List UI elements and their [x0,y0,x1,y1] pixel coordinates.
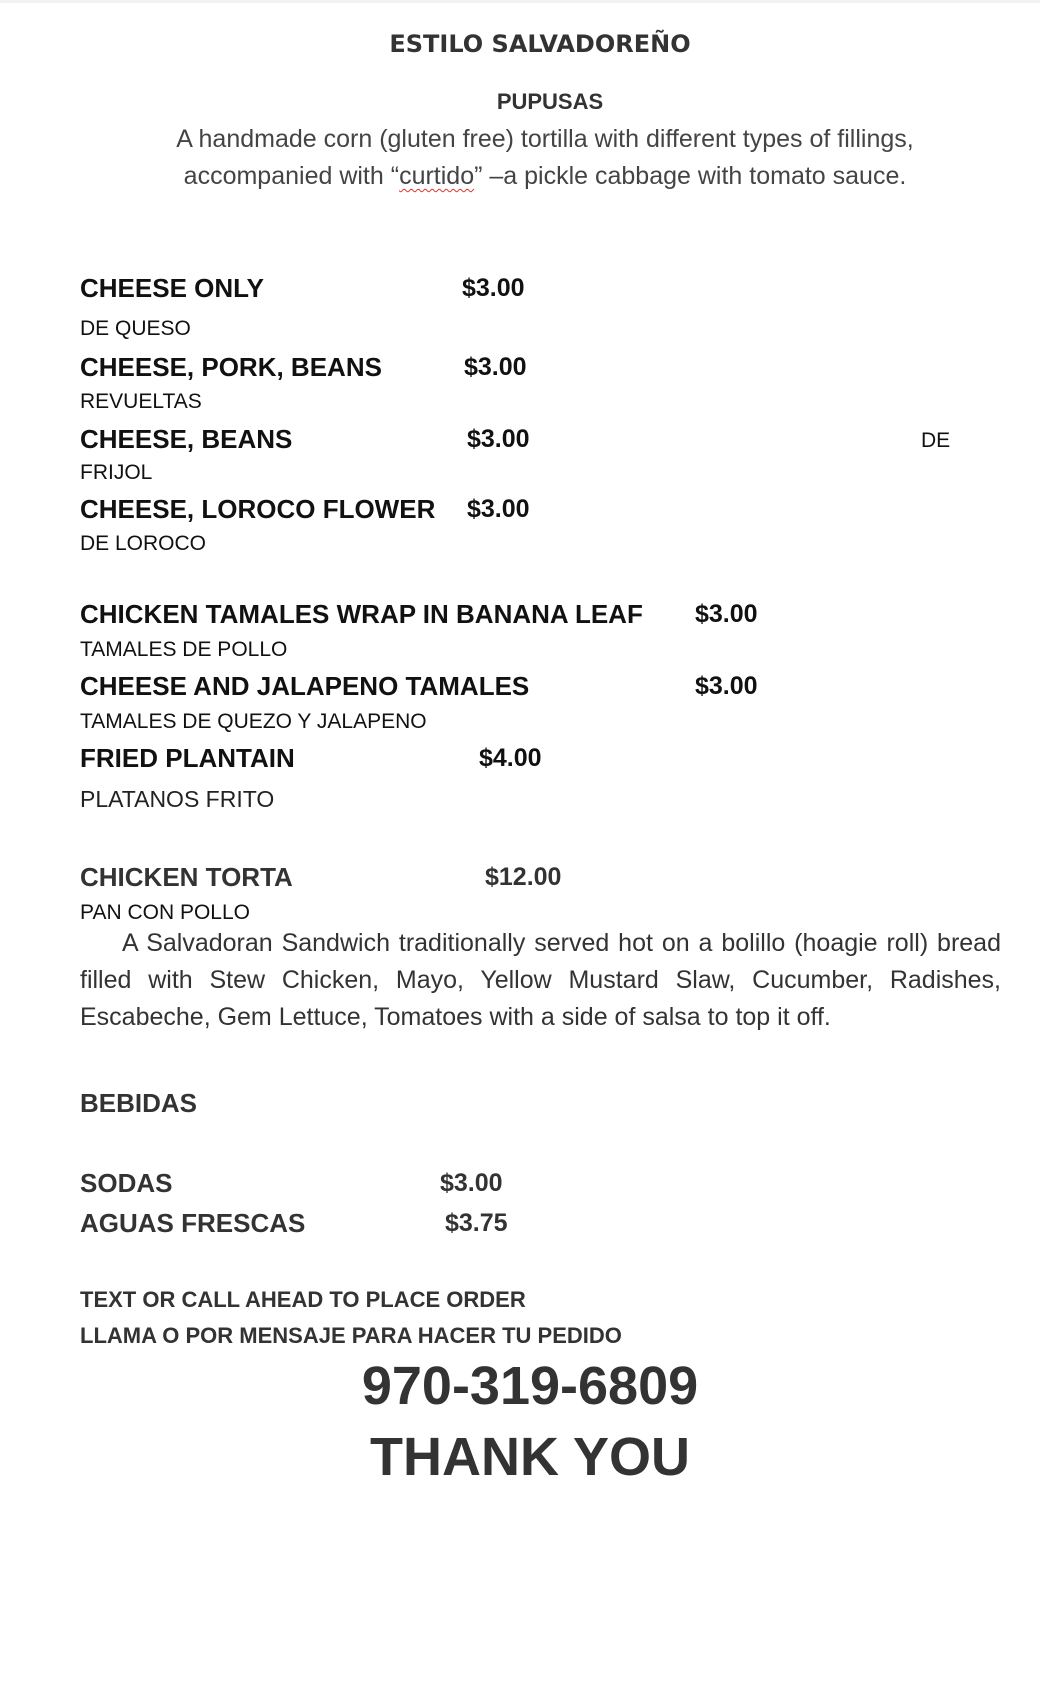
menu-item-spanish: TAMALES DE QUEZO Y JALAPENO [80,710,427,733]
order-instructions-spanish: LLAMA O POR MENSAJE PARA HACER TU PEDIDO [80,1323,622,1348]
menu-item-price: $3.00 [464,353,527,381]
menu-item-name: CHICKEN TORTA [80,862,293,892]
menu-item-price: $3.00 [467,425,530,453]
intro-text: ” –a pickle cabbage with tomato sauce. [474,162,907,190]
menu-item-spanish: PLATANOS FRITO [80,786,275,812]
menu-item-price: $3.00 [695,672,758,700]
order-instructions-english: TEXT OR CALL AHEAD TO PLACE ORDER [80,1287,526,1312]
spellcheck-flagged-word: curtido [399,162,475,190]
section-heading-pupusas: PUPUSAS [496,89,604,114]
page-top-edge [0,0,1040,3]
menu-item-spanish: REVUELTAS [80,390,202,413]
menu-item-spanish: TAMALES DE POLLO [80,638,288,661]
drink-name: SODAS [80,1168,173,1198]
intro-text: accompanied with “ [183,162,400,190]
menu-item-spanish: DE LOROCO [80,532,207,555]
menu-item-name: FRIED PLANTAIN [80,743,295,773]
menu-item-name: CHEESE, PORK, BEANS [80,352,382,382]
phone-number: 970-319-6809 [361,1356,699,1416]
menu-item-price: $4.00 [479,744,542,772]
thank-you-message: THANK YOU [369,1427,691,1487]
menu-item-spanish-wrapped: DE [921,429,951,452]
torta-description: A Salvadoran Sandwich traditionally served hot on a bolillo (hoagie roll) bread filled with Stew Chicken, Mayo, Yellow Mustard Slaw, Cucumber, Radishes, Escabeche, Gem Lettuce, Tomatoes with a side of salsa to top it off. [80,929,1001,1031]
menu-item-name: CHICKEN TAMALES WRAP IN BANANA LEAF [80,599,643,629]
menu-item-name: CHEESE, LOROCO FLOWER [80,494,436,524]
menu-item-name: CHEESE, BEANS [80,424,293,454]
menu-item-name: CHEESE ONLY [80,273,264,303]
drink-name: AGUAS FRESCAS [80,1208,306,1238]
menu-item-name: CHEESE AND JALAPENO TAMALES [80,671,530,701]
menu-item-price: $3.00 [695,600,758,628]
menu-item-spanish: DE QUESO [80,317,191,340]
drink-price: $3.00 [440,1169,503,1197]
drink-price: $3.75 [445,1209,508,1237]
menu-item-spanish: FRIJOL [80,461,153,484]
menu-item-price: $12.00 [485,863,562,891]
intro-line-2 [0,162,1040,191]
section-heading-bebidas: BEBIDAS [80,1088,198,1118]
intro-line-1: A handmade corn (gluten free) tortilla with different types of fillings, [176,125,914,153]
menu-item-price: $3.00 [462,274,525,302]
menu-item-spanish: PAN CON POLLO [80,901,250,924]
menu-item-price: $3.00 [467,495,530,523]
menu-title: ESTILO SALVADOREÑO [389,30,691,58]
